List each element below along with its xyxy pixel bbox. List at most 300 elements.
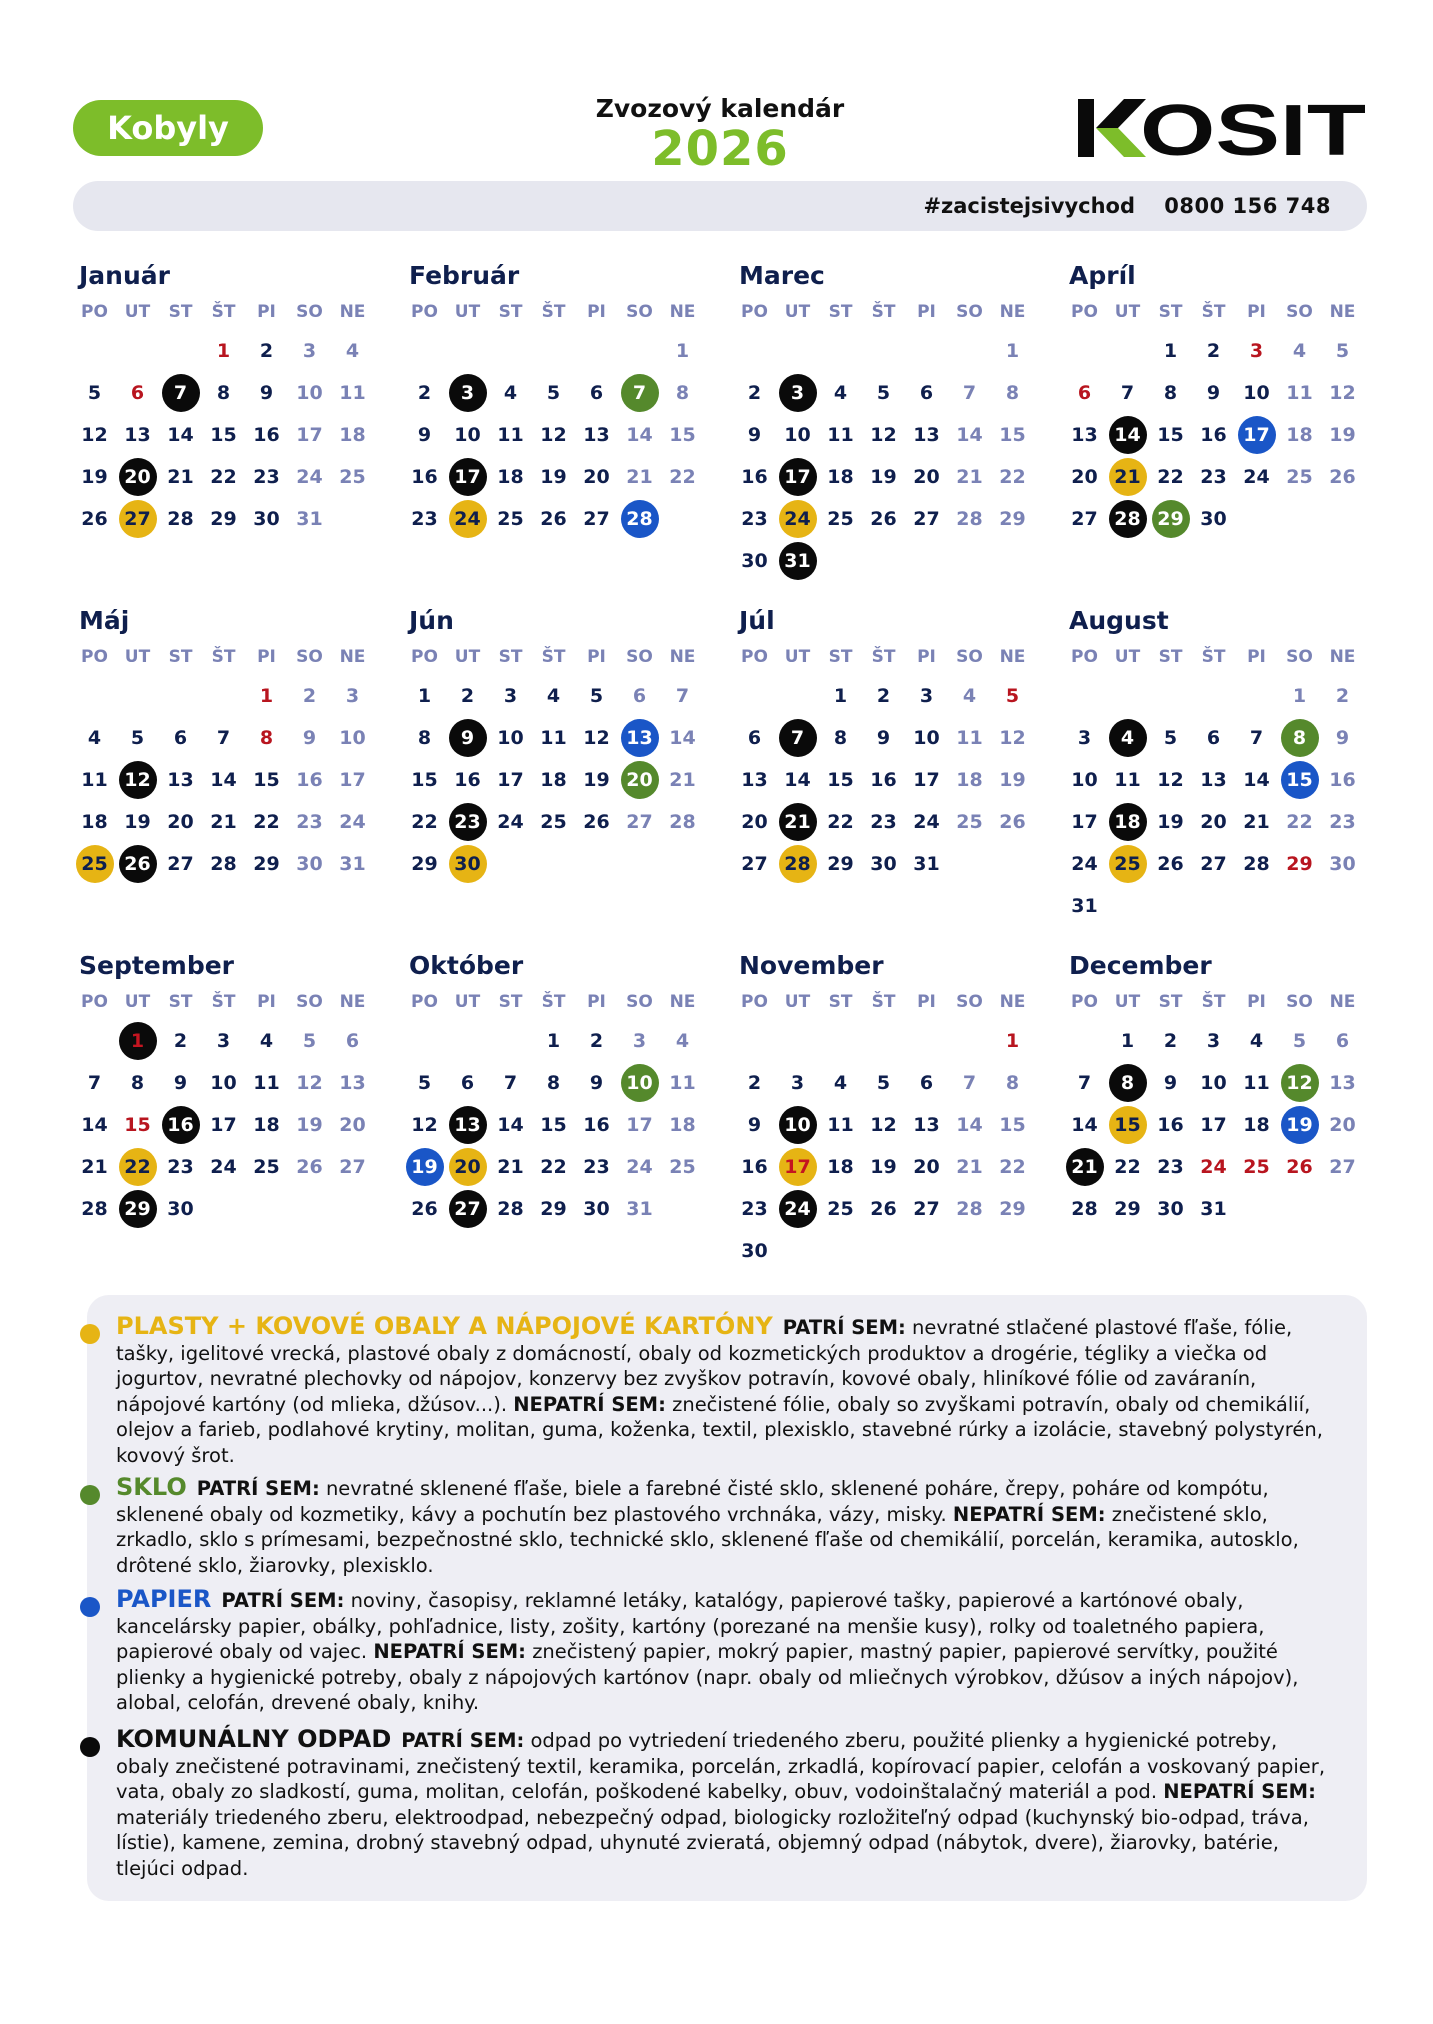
day-cell: [331, 414, 374, 456]
day-cell: [245, 675, 288, 717]
collection-day-black: 17: [449, 458, 487, 496]
weekday-label: NE: [1329, 647, 1356, 667]
day-number: 10: [296, 382, 323, 404]
day-number: 15: [999, 1114, 1026, 1136]
month-block: [733, 948, 1033, 1272]
collection-day-yellow: 21: [1109, 458, 1147, 496]
day-cell: [73, 414, 116, 456]
day-cell: [532, 675, 575, 717]
day-cell: [1063, 801, 1106, 843]
weekday-label: PO: [411, 647, 438, 667]
day-cell: [73, 372, 116, 414]
day-cell: [733, 801, 776, 843]
day-number: 9: [1335, 727, 1350, 749]
day-cell: [776, 843, 819, 885]
day-cell: [1192, 1062, 1235, 1104]
day-cell: [948, 759, 991, 801]
collection-day-yellow: 15: [1109, 1106, 1147, 1144]
empty-cell: [446, 1020, 489, 1062]
day-number: 18: [827, 1156, 854, 1178]
weekday-label: UT: [1114, 647, 1141, 667]
day-number: 18: [81, 811, 108, 833]
weekday-label: NE: [999, 992, 1026, 1012]
day-cell: [116, 801, 159, 843]
empty-cell: [733, 1020, 776, 1062]
day-cell: [819, 372, 862, 414]
day-number: 6: [747, 727, 762, 749]
weekday-label: UT: [784, 302, 811, 322]
weekday-label: UT: [124, 647, 151, 667]
day-number: 28: [210, 853, 237, 875]
empty-cell: [159, 330, 202, 372]
day-number: 17: [296, 424, 323, 446]
day-number: 3: [919, 685, 934, 707]
day-cell: [1192, 372, 1235, 414]
day-cell: [575, 414, 618, 456]
day-number: 17: [339, 769, 366, 791]
day-number: 27: [1329, 1156, 1356, 1178]
day-number: 24: [1071, 853, 1098, 875]
empty-cell: [446, 330, 489, 372]
collection-day-black: 4: [1109, 719, 1147, 757]
day-cell: [403, 1188, 446, 1230]
day-number: 2: [589, 1030, 604, 1052]
day-cell: [1192, 1104, 1235, 1146]
day-number: 26: [870, 508, 897, 530]
day-cell: [331, 1104, 374, 1146]
day-number: 2: [1163, 1030, 1178, 1052]
collection-day-black: 14: [1109, 416, 1147, 454]
day-cell: [618, 372, 661, 414]
day-number: 28: [497, 1198, 524, 1220]
weekday-label: PI: [257, 992, 276, 1012]
day-number: 29: [1114, 1198, 1141, 1220]
day-number: 27: [741, 853, 768, 875]
day-cell: [1192, 843, 1235, 885]
collection-day-yellow: 25: [1109, 845, 1147, 883]
day-number: 20: [913, 466, 940, 488]
day-cell: [1235, 1146, 1278, 1188]
day-number: 13: [1071, 424, 1098, 446]
day-cell: [116, 456, 159, 498]
day-number: 11: [497, 424, 524, 446]
empty-cell: [403, 1020, 446, 1062]
day-cell: [159, 372, 202, 414]
weekday-label: ŠT: [541, 647, 566, 667]
weekday-label: PI: [917, 647, 936, 667]
day-number: 15: [210, 424, 237, 446]
day-cell: [905, 498, 948, 540]
day-cell: [862, 414, 905, 456]
day-cell: [1235, 372, 1278, 414]
day-number: 23: [296, 811, 323, 833]
day-cell: [202, 498, 245, 540]
day-cell: [819, 1146, 862, 1188]
weekday-label: SO: [956, 992, 983, 1012]
day-number: 11: [81, 769, 108, 791]
day-cell: [661, 1020, 704, 1062]
empty-cell: [1106, 330, 1149, 372]
day-cell: [948, 456, 991, 498]
day-number: 6: [589, 382, 604, 404]
day-cell: [661, 759, 704, 801]
day-number: 26: [583, 811, 610, 833]
day-number: 4: [546, 685, 561, 707]
day-number: 10: [1200, 1072, 1227, 1094]
day-cell: [618, 456, 661, 498]
day-cell: [862, 759, 905, 801]
day-cell: [159, 759, 202, 801]
day-cell: [159, 1020, 202, 1062]
day-cell: [1321, 330, 1364, 372]
collection-day-blue: 15: [1281, 761, 1319, 799]
day-number: 9: [417, 424, 432, 446]
day-cell: [618, 1062, 661, 1104]
day-cell: [776, 414, 819, 456]
month-name: December: [1069, 951, 1212, 980]
legend-yes-text: nevratné sklenené fľaše, biele a farebné čisté sklo, sklenené poháre, črepy, poháre od kompótu, sklenené obaly od kozmetiky, kávy a pochutín bez plastového vrchnáka, vázy, misky.: [116, 1477, 1269, 1526]
day-number: 1: [1120, 1030, 1135, 1052]
legend-no-label: NEPATRÍ SEM:: [952, 1502, 1106, 1526]
day-number: 18: [827, 466, 854, 488]
empty-cell: [489, 330, 532, 372]
day-cell: [202, 801, 245, 843]
day-cell: [575, 717, 618, 759]
day-cell: [532, 1104, 575, 1146]
weekday-label: ST: [828, 992, 853, 1012]
legend-item-papier: [116, 1587, 1336, 1716]
day-cell: [618, 1188, 661, 1230]
day-number: 11: [1243, 1072, 1270, 1094]
day-number: 31: [339, 853, 366, 875]
day-number: 23: [1157, 1156, 1184, 1178]
day-number: 6: [460, 1072, 475, 1094]
day-cell: [532, 1146, 575, 1188]
day-cell: [1321, 675, 1364, 717]
day-cell: [1149, 759, 1192, 801]
day-cell: [446, 414, 489, 456]
day-number: 22: [669, 466, 696, 488]
empty-cell: [905, 330, 948, 372]
day-number: 26: [870, 1198, 897, 1220]
day-number: 27: [167, 853, 194, 875]
day-cell: [331, 372, 374, 414]
day-number: 22: [1157, 466, 1184, 488]
day-cell: [575, 759, 618, 801]
day-cell: [288, 1146, 331, 1188]
weekday-label: ŠT: [211, 647, 236, 667]
day-cell: [1063, 1146, 1106, 1188]
weekday-label: NE: [669, 992, 696, 1012]
day-cell: [618, 1146, 661, 1188]
day-cell: [1235, 717, 1278, 759]
weekday-label: SO: [296, 647, 323, 667]
day-number: 2: [417, 382, 432, 404]
day-number: 2: [747, 1072, 762, 1094]
day-number: 4: [87, 727, 102, 749]
day-cell: [661, 1062, 704, 1104]
day-cell: [1321, 414, 1364, 456]
day-cell: [245, 1104, 288, 1146]
day-cell: [733, 717, 776, 759]
day-number: 14: [1071, 1114, 1098, 1136]
weekday-label: UT: [784, 992, 811, 1012]
day-cell: [73, 1188, 116, 1230]
day-number: 5: [130, 727, 145, 749]
day-number: 23: [253, 466, 280, 488]
weekday-label: SO: [956, 302, 983, 322]
weekday-label: ŠT: [541, 992, 566, 1012]
day-cell: [288, 1062, 331, 1104]
day-cell: [575, 675, 618, 717]
day-number: 25: [1286, 466, 1313, 488]
day-cell: [1235, 801, 1278, 843]
day-number: 6: [1335, 1030, 1350, 1052]
weekday-label: ŠT: [211, 302, 236, 322]
day-number: 18: [497, 466, 524, 488]
day-cell: [159, 1146, 202, 1188]
collection-day-black: 3: [779, 374, 817, 412]
day-number: 17: [626, 1114, 653, 1136]
day-cell: [1149, 717, 1192, 759]
day-number: 11: [339, 382, 366, 404]
weekday-label: PO: [411, 992, 438, 1012]
day-number: 12: [1329, 382, 1356, 404]
day-cell: [1278, 801, 1321, 843]
day-cell: [661, 1146, 704, 1188]
day-cell: [116, 1146, 159, 1188]
day-cell: [661, 414, 704, 456]
legend-yes-label: PATRÍ SEM:: [196, 1477, 320, 1500]
day-number: 15: [669, 424, 696, 446]
day-cell: [532, 1062, 575, 1104]
day-cell: [862, 1062, 905, 1104]
day-number: 10: [497, 727, 524, 749]
day-cell: [116, 372, 159, 414]
title-block: [560, 94, 880, 177]
day-cell: [948, 372, 991, 414]
day-number: 10: [1071, 769, 1098, 791]
day-cell: [905, 414, 948, 456]
day-cell: [1192, 498, 1235, 540]
day-cell: [862, 498, 905, 540]
weekday-label: ŠT: [871, 992, 896, 1012]
day-number: 30: [296, 853, 323, 875]
day-number: 30: [741, 550, 768, 572]
day-cell: [1278, 330, 1321, 372]
weekday-label: PO: [1071, 302, 1098, 322]
phone-number: 0800 156 748: [1164, 194, 1331, 218]
day-cell: [1192, 330, 1235, 372]
day-cell: [1063, 1104, 1106, 1146]
day-cell: [948, 498, 991, 540]
day-number: 14: [956, 1114, 983, 1136]
day-cell: [575, 498, 618, 540]
day-cell: [661, 675, 704, 717]
day-number: 19: [1157, 811, 1184, 833]
day-cell: [618, 717, 661, 759]
day-number: 21: [1243, 811, 1270, 833]
day-number: 13: [1200, 769, 1227, 791]
day-cell: [446, 1146, 489, 1188]
day-cell: [1235, 759, 1278, 801]
day-number: 22: [411, 811, 438, 833]
day-number: 15: [540, 1114, 567, 1136]
day-number: 5: [1005, 685, 1020, 707]
legend-yes-label: PATRÍ SEM:: [401, 1729, 525, 1752]
day-cell: [661, 372, 704, 414]
day-cell: [948, 1146, 991, 1188]
day-cell: [905, 1188, 948, 1230]
day-number: 6: [130, 382, 145, 404]
month-name: Jún: [409, 606, 454, 635]
month-name: Júl: [739, 606, 775, 635]
collection-day-black: 20: [119, 458, 157, 496]
day-number: 6: [1077, 382, 1092, 404]
day-number: 30: [1200, 508, 1227, 530]
day-number: 22: [999, 466, 1026, 488]
collection-day-black: 7: [779, 719, 817, 757]
day-number: 14: [210, 769, 237, 791]
day-cell: [819, 498, 862, 540]
day-number: 8: [417, 727, 432, 749]
day-cell: [73, 717, 116, 759]
day-cell: [575, 1104, 618, 1146]
collection-day-blue: 19: [406, 1148, 444, 1186]
day-cell: [862, 843, 905, 885]
empty-cell: [73, 330, 116, 372]
month-name: Apríl: [1069, 261, 1136, 290]
day-cell: [1149, 1188, 1192, 1230]
day-cell: [1063, 1062, 1106, 1104]
empty-cell: [1063, 1020, 1106, 1062]
day-number: 23: [1329, 811, 1356, 833]
day-cell: [288, 801, 331, 843]
weekday-label: ŠT: [1201, 302, 1226, 322]
day-number: 19: [870, 466, 897, 488]
empty-cell: [819, 330, 862, 372]
day-number: 29: [999, 508, 1026, 530]
day-number: 10: [913, 727, 940, 749]
day-cell: [991, 1020, 1034, 1062]
day-number: 31: [1071, 895, 1098, 917]
day-cell: [116, 1104, 159, 1146]
day-cell: [862, 372, 905, 414]
day-cell: [1235, 1104, 1278, 1146]
collection-day-black: 18: [1109, 803, 1147, 841]
day-number: 1: [546, 1030, 561, 1052]
day-number: 29: [411, 853, 438, 875]
day-cell: [1149, 498, 1192, 540]
day-cell: [733, 1146, 776, 1188]
month-grid: [1063, 639, 1363, 927]
day-number: 10: [1243, 382, 1270, 404]
month-block: [73, 258, 373, 540]
day-cell: [159, 1062, 202, 1104]
day-cell: [1278, 1062, 1321, 1104]
day-cell: [1106, 717, 1149, 759]
empty-cell: [1106, 675, 1149, 717]
weekday-label: PI: [917, 302, 936, 322]
weekday-label: ST: [498, 992, 523, 1012]
day-number: 26: [1329, 466, 1356, 488]
day-number: 24: [1243, 466, 1270, 488]
legend-no-label: NEPATRÍ SEM:: [1163, 1780, 1316, 1803]
legend-title: SKLO: [116, 1473, 187, 1501]
legend-item-sklo: [116, 1475, 1336, 1578]
day-cell: [905, 675, 948, 717]
month-block: [403, 948, 703, 1230]
day-number: 11: [540, 727, 567, 749]
weekday-label: ST: [828, 647, 853, 667]
weekday-label: UT: [454, 647, 481, 667]
day-number: 5: [87, 382, 102, 404]
day-number: 11: [827, 424, 854, 446]
day-number: 8: [833, 727, 848, 749]
legend-yes-text: odpad po vytriedení triedeného zberu, použité plienky a hygienické potreby, obaly znečistené potravinami, znečistený textil, keramika, porcelán, zrkadlá, kopírovací papier, celofán a voskovaný papier, vata, obaly zo sladkostí, guma, molitan, celofán, poškodené kabelky, obuv, vodoinštalačný materiál a pod.: [116, 1729, 1326, 1803]
day-cell: [1192, 1188, 1235, 1230]
day-cell: [202, 1104, 245, 1146]
day-cell: [331, 456, 374, 498]
day-number: 22: [210, 466, 237, 488]
day-cell: [1063, 498, 1106, 540]
day-cell: [1235, 330, 1278, 372]
day-number: 1: [1005, 1030, 1020, 1052]
day-number: 16: [454, 769, 481, 791]
day-number: 30: [167, 1198, 194, 1220]
day-number: 5: [1292, 1030, 1307, 1052]
day-cell: [1063, 1188, 1106, 1230]
day-number: 14: [669, 727, 696, 749]
day-number: 16: [1329, 769, 1356, 791]
day-number: 22: [1286, 811, 1313, 833]
day-number: 27: [1200, 853, 1227, 875]
day-number: 31: [296, 508, 323, 530]
legend-title: KOMUNÁLNY ODPAD: [116, 1725, 392, 1753]
hashtag: #zacistejsivychod: [923, 194, 1135, 218]
day-number: 20: [913, 1156, 940, 1178]
day-cell: [446, 1104, 489, 1146]
day-cell: [489, 1104, 532, 1146]
day-cell: [1106, 1020, 1149, 1062]
collection-day-black: 1: [119, 1022, 157, 1060]
weekday-label: ŠT: [211, 992, 236, 1012]
day-number: 24: [913, 811, 940, 833]
day-cell: [1063, 372, 1106, 414]
weekday-label: ŠT: [871, 302, 896, 322]
day-number: 21: [669, 769, 696, 791]
day-cell: [245, 801, 288, 843]
day-cell: [1149, 843, 1192, 885]
day-cell: [661, 717, 704, 759]
day-cell: [446, 843, 489, 885]
day-cell: [575, 456, 618, 498]
weekday-label: ST: [1158, 992, 1183, 1012]
day-cell: [575, 1188, 618, 1230]
month-block: [1063, 948, 1363, 1230]
day-cell: [116, 1062, 159, 1104]
day-number: 3: [345, 685, 360, 707]
day-cell: [733, 498, 776, 540]
weekday-label: ST: [168, 302, 193, 322]
day-number: 1: [675, 340, 690, 362]
weekday-label: NE: [669, 647, 696, 667]
day-number: 15: [411, 769, 438, 791]
day-cell: [905, 1062, 948, 1104]
day-cell: [905, 372, 948, 414]
day-cell: [1321, 1146, 1364, 1188]
day-cell: [1192, 801, 1235, 843]
